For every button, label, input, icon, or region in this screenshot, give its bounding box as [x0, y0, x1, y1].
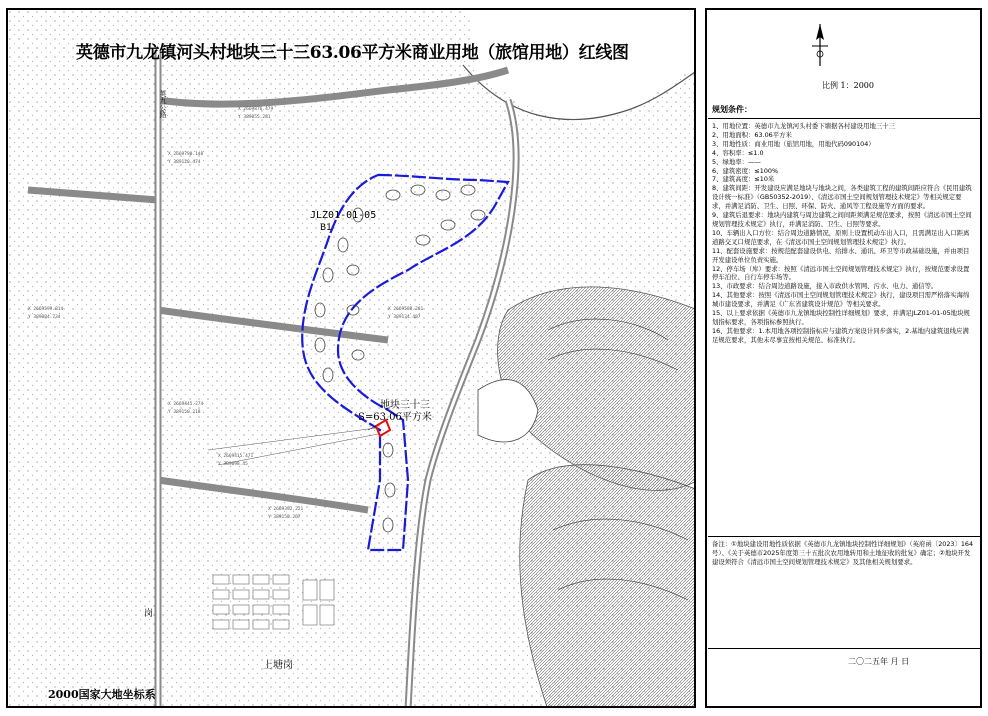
svg-text:Y 389134.487: Y 389134.487: [388, 315, 421, 320]
requirement-item: 14、其他要求：按照《清远市国土空间规划管理技术规定》执行，建设项目需严格落实海绵城市建设要求，并满足《广东省建筑设计规范》等相关要求。: [712, 291, 970, 309]
svg-text:X 2669415.471: X 2669415.471: [218, 454, 254, 459]
map-title: 英德市九龙镇河头村地块三十三63.06平方米商业用地（旅馆用地）红线图: [76, 43, 629, 63]
parcel-code-label: JLZ01-01-05: [310, 210, 377, 221]
requirement-item: 6、建筑密度：≤100%: [712, 166, 779, 175]
requirement-item: 11、配套设施要求：按规范配套建设供电、给排水、通讯、环卫等市政基础设施，并由项目开发建设单位负责实施。: [712, 246, 970, 264]
svg-text:Y 389084.734: Y 389084.734: [28, 315, 61, 320]
svg-text:Y 389055.281: Y 389055.281: [238, 115, 271, 120]
svg-text:Y 389120.474: Y 389120.474: [168, 160, 201, 165]
requirement-item: 16、其他要求：1.本用地各项控制指标应与建筑方案设计同步落实，2.基地内建筑退线应满足规范要求，其他未尽事宜按相关规范、标准执行。: [712, 326, 969, 344]
place-name-label: 上塘岗: [263, 660, 293, 671]
requirement-item: 12、停车场（库）要求：按照《清远市国土空间规划管理技术规定》执行，按规范要求设置停车泊位、自行车停车场等。: [712, 264, 970, 282]
date-label: 二〇二五年 月 日: [848, 657, 910, 666]
parcel-area-label: S=63.06平方米: [358, 412, 432, 423]
requirement-item: 3、用地性质：商业用地（旅馆用地，用地代码090104）: [712, 139, 875, 148]
place-gang-label: 岗: [144, 609, 154, 619]
coordinate-system-label: 2000国家大地坐标系: [48, 688, 156, 701]
requirement-item: 10、车辆出入口方位：结合周边道路情况，原则上设置机动车出入口，且需满足出入口距离道路交叉口规范要求，在《清远市国土空间规划管理技术规定》执行。: [712, 228, 970, 246]
requirement-item: 15、以上要求依据《英德市九龙镇地块控制性详细规划》要求，并满足JLZ01-01-05地块规划指标要求，各项指标参照执行。: [712, 309, 970, 326]
svg-text:X 2669876.479: X 2669876.479: [238, 107, 274, 112]
requirement-item: 8、建筑间距：开发建设应满足地块与地块之间，各类建筑工程的建筑间距应符合《民用建筑设计统一标准》（GB50352-2019）、《清远市国土空间规划管理技术规定》等相关规定要求，并满足消防、卫生、日照、环保、防火、通风等工程设施等方面的要求。: [712, 184, 972, 211]
requirement-item: 1、用地位置：英德市九龙镇河头村委下塘据各村建设用地三十三: [712, 122, 896, 130]
parcel-landuse-code: B1: [320, 223, 332, 233]
requirement-item: 5、绿地率：——: [712, 157, 761, 166]
svg-text:X 2669790.148: X 2669790.148: [168, 152, 204, 157]
requirements-heading: 规划条件：: [712, 105, 752, 114]
svg-text:Y 389158.267: Y 389158.267: [268, 515, 301, 520]
svg-text:X 2669392.221: X 2669392.221: [268, 507, 304, 512]
requirement-item: 4、容积率：≤1.0: [712, 148, 764, 157]
map-frame: [6, 8, 696, 708]
divider-top: [708, 118, 980, 119]
requirement-item: 7、建筑高度：≤10米: [712, 175, 775, 184]
svg-text:X 2669445.274: X 2669445.274: [168, 402, 204, 407]
svg-text:Y 389150.218: Y 389150.218: [168, 410, 201, 415]
scale-label: 比例 1：2000: [822, 81, 874, 90]
svg-text:Y 389098.45: Y 389098.45: [218, 462, 248, 467]
requirement-item: 13、市政要求：结合周边道路设施，接入市政供水管网、污水、电力、通信等。: [712, 282, 938, 291]
requirement-item: 9、建筑后退要求：地块内建筑与周边建筑之间间距须满足规范要求，按照《清远市国土空间规划管理技术规定》执行，并满足消防、卫生、日照等要求。: [712, 211, 972, 228]
svg-text:X 2669588.201: X 2669588.201: [388, 307, 424, 312]
parcel-name-label: 地块三十三: [380, 400, 430, 411]
road-label: 英九公路: [159, 90, 167, 118]
notes-text: 备注：①地块建设用地性质依据《英德市九龙镇地块控制性详细规划》（英府函〔2023〕164号）、《关于英德市2025年度第三十五批次农用地转用和土地征收的批复》确定；②地块开发建设须符合《清远市国土空间规划管理技术规定》及其他相关规划要求。: [712, 540, 974, 566]
divider-notes: [708, 536, 980, 537]
requirements-list: [712, 122, 974, 345]
svg-text:X 2669599.814: X 2669599.814: [28, 307, 64, 312]
divider-bottom: [708, 648, 980, 649]
red-line-map: [8, 10, 696, 708]
north-arrow-icon: [800, 20, 840, 72]
requirement-item: 2、用地面积：63.06平方米: [712, 130, 792, 139]
